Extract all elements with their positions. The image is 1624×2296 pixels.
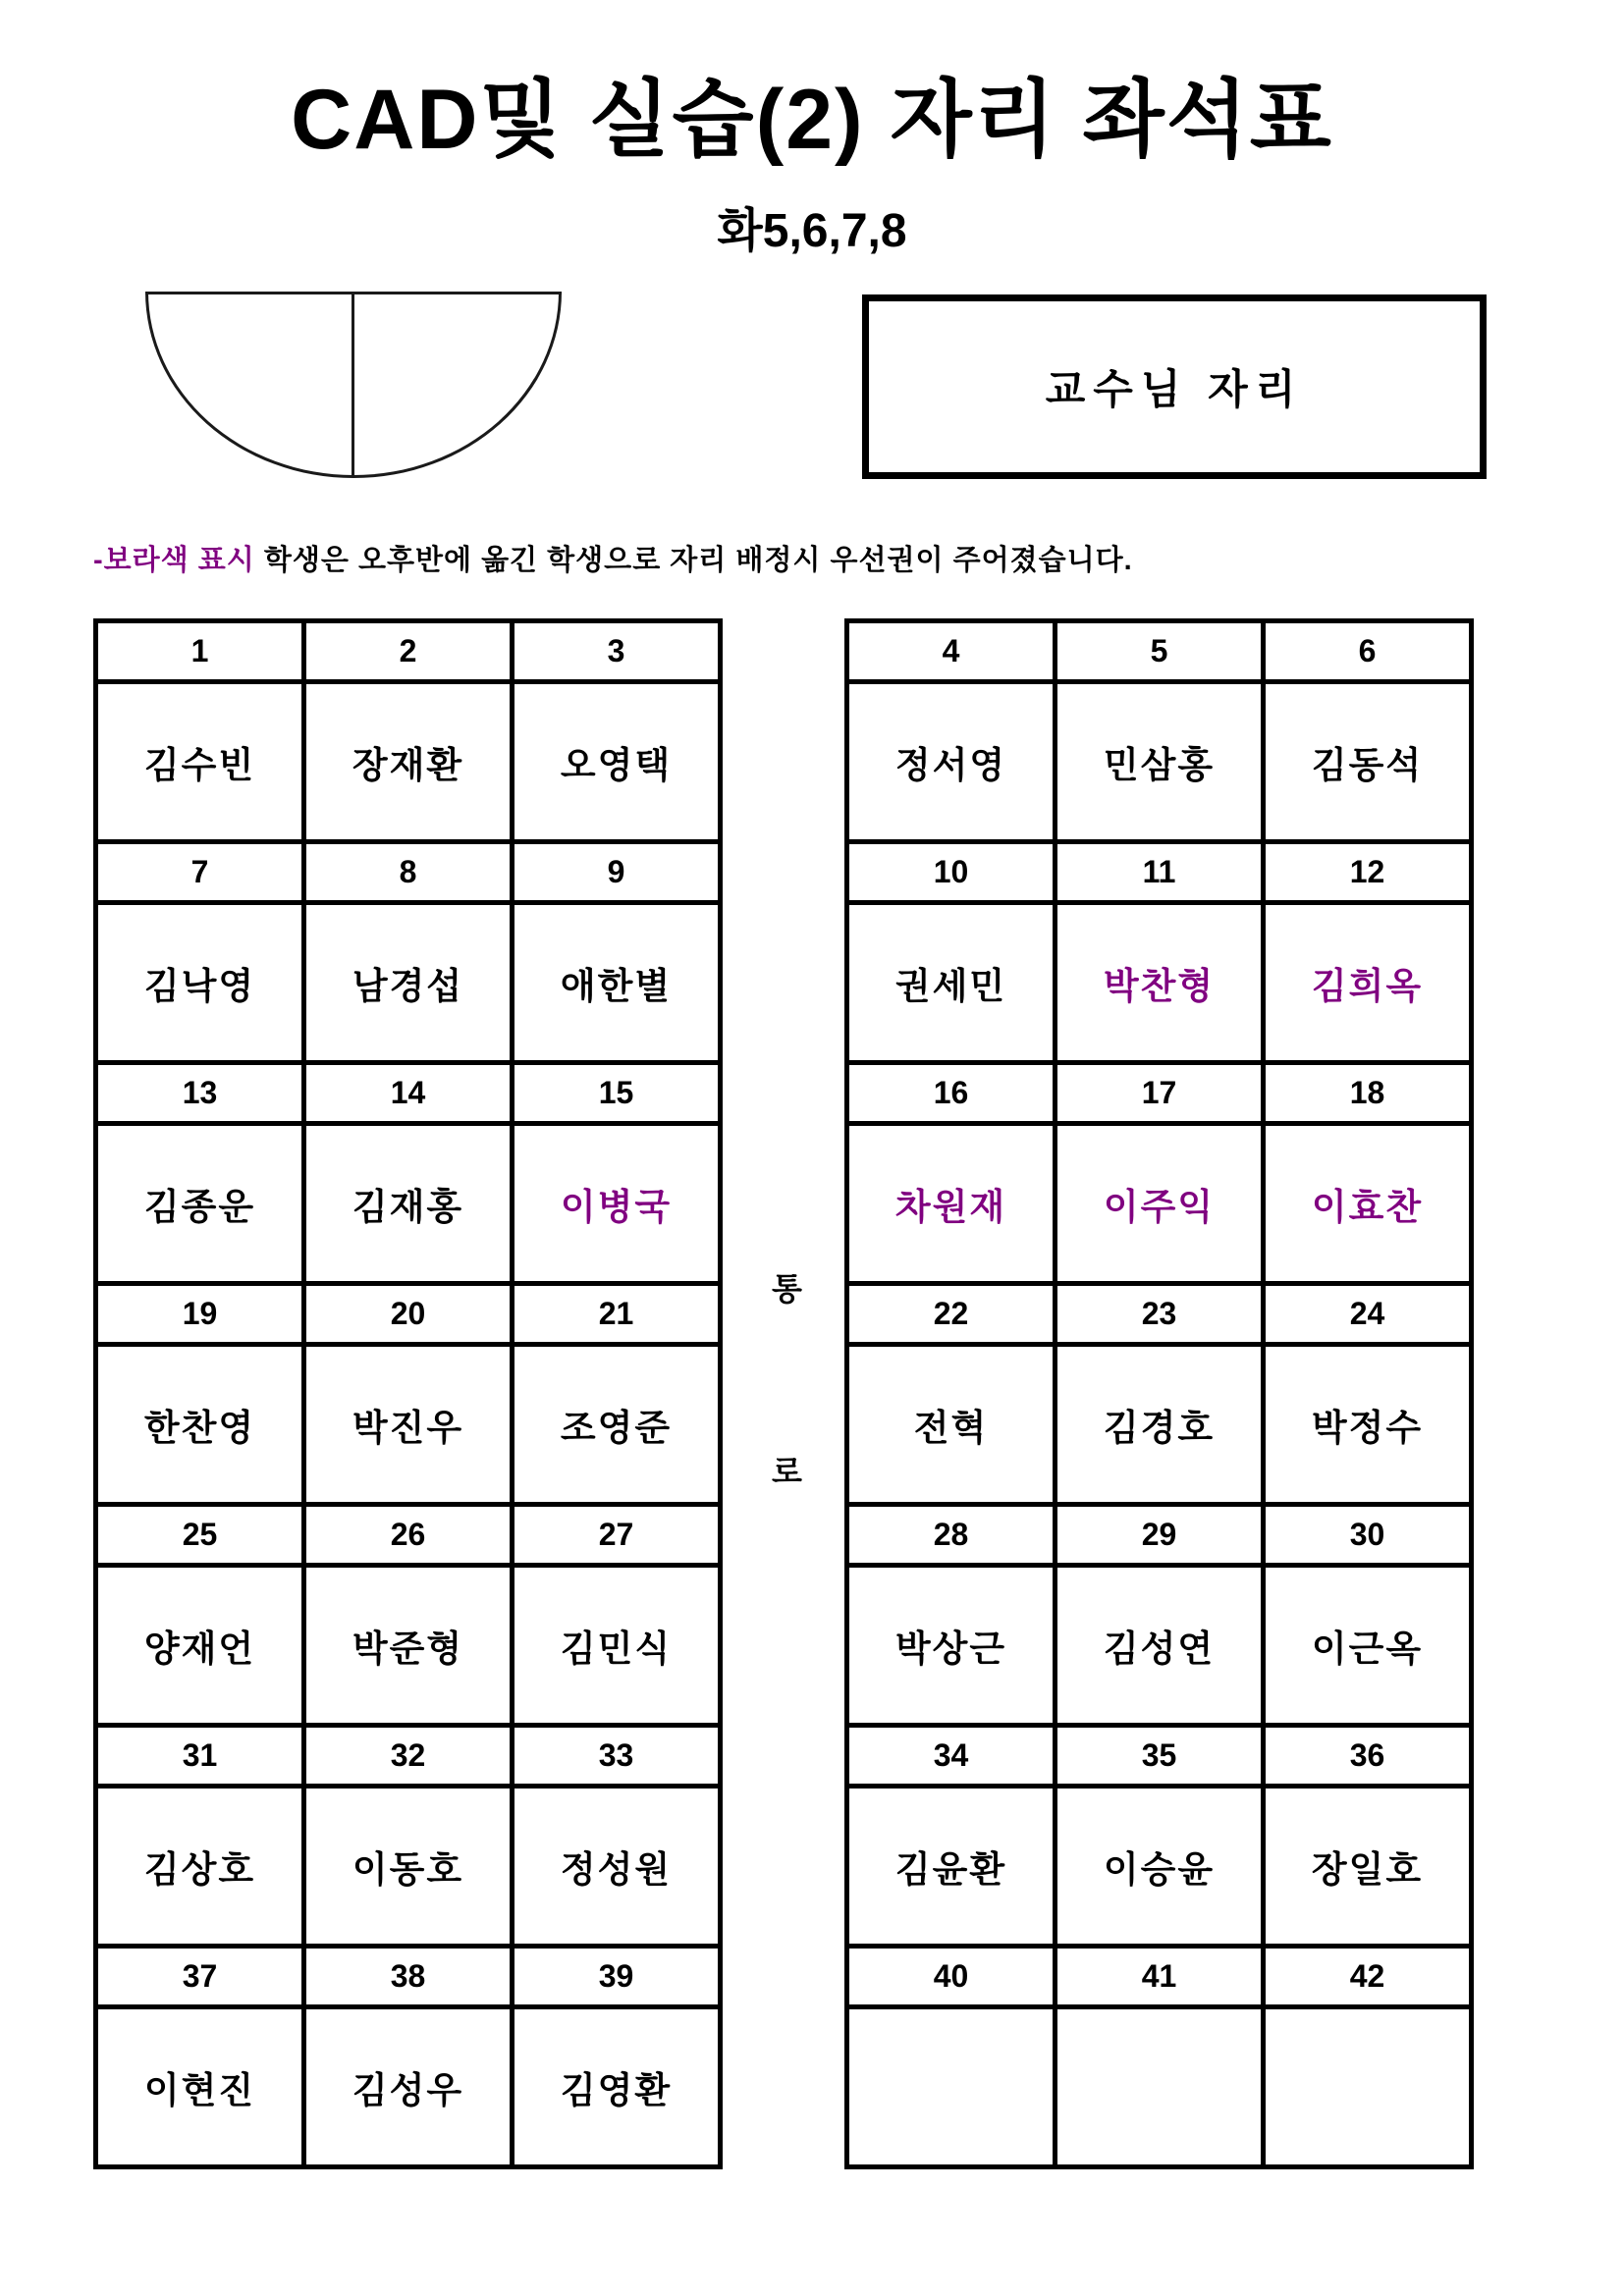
seat-number-17: 17	[1056, 1063, 1264, 1124]
seat-name-row	[847, 682, 1472, 842]
seat-number-28: 28	[847, 1505, 1056, 1566]
seat-number-26: 26	[304, 1505, 513, 1566]
seat-name-3: 오영택	[513, 682, 721, 842]
seat-number-25: 25	[96, 1505, 304, 1566]
right-seat-grid	[844, 618, 1474, 2169]
seat-name-16: 차원재	[847, 1124, 1056, 1284]
aisle-label-top: 통	[772, 1271, 802, 1307]
seat-number-37: 37	[96, 1947, 304, 2007]
seat-number-row	[847, 1284, 1472, 1345]
seat-number-32: 32	[304, 1726, 513, 1787]
seat-number-row	[847, 1947, 1472, 2007]
left-seat-grid	[93, 618, 723, 2169]
seat-number-18: 18	[1264, 1063, 1472, 1124]
seat-name-row	[96, 2007, 721, 2167]
seat-name-40	[847, 2007, 1056, 2167]
seat-number-row	[96, 1726, 721, 1787]
seat-name-15: 이병국	[513, 1124, 721, 1284]
seat-name-row	[96, 1787, 721, 1947]
aisle-label-bottom: 로	[772, 1454, 802, 1489]
seat-name-39: 김영환	[513, 2007, 721, 2167]
seat-number-row	[96, 1284, 721, 1345]
seat-name-22: 전혁	[847, 1345, 1056, 1505]
seat-number-35: 35	[1056, 1726, 1264, 1787]
seat-number-29: 29	[1056, 1505, 1264, 1566]
seat-name-row	[847, 1787, 1472, 1947]
priority-note	[93, 538, 1133, 578]
seat-number-row	[847, 842, 1472, 903]
seat-number-row	[847, 1505, 1472, 1566]
seat-number-10: 10	[847, 842, 1056, 903]
seat-number-row	[847, 1726, 1472, 1787]
professor-seat-label: 교수님 자리	[1045, 366, 1304, 412]
seat-number-27: 27	[513, 1505, 721, 1566]
seat-number-23: 23	[1056, 1284, 1264, 1345]
seat-number-30: 30	[1264, 1505, 1472, 1566]
seat-name-2: 장재환	[304, 682, 513, 842]
seat-name-26: 박준형	[304, 1566, 513, 1726]
seat-name-31: 김상호	[96, 1787, 304, 1947]
seat-name-13: 김종운	[96, 1124, 304, 1284]
seat-name-35: 이승윤	[1056, 1787, 1264, 1947]
seat-number-20: 20	[304, 1284, 513, 1345]
seat-name-37: 이현진	[96, 2007, 304, 2167]
seat-name-6: 김동석	[1264, 682, 1472, 842]
seat-number-4: 4	[847, 621, 1056, 682]
seat-number-19: 19	[96, 1284, 304, 1345]
seat-number-33: 33	[513, 1726, 721, 1787]
seat-number-39: 39	[513, 1947, 721, 2007]
seat-name-row	[847, 1566, 1472, 1726]
seat-name-32: 이동호	[304, 1787, 513, 1947]
professor-seat-box	[862, 294, 1487, 479]
seat-number-row	[96, 1505, 721, 1566]
seat-name-36: 장일호	[1264, 1787, 1472, 1947]
seat-number-8: 8	[304, 842, 513, 903]
seat-number-34: 34	[847, 1726, 1056, 1787]
seat-name-7: 김낙영	[96, 903, 304, 1063]
seat-name-41	[1056, 2007, 1264, 2167]
seat-name-24: 박정수	[1264, 1345, 1472, 1505]
seat-name-5: 민삼홍	[1056, 682, 1264, 842]
seat-number-row	[847, 1063, 1472, 1124]
priority-note-text: 학생은 오후반에 옮긴 학생으로 자리 배정시 우선권이 주어졌습니다.	[254, 545, 1133, 576]
seat-number-12: 12	[1264, 842, 1472, 903]
seat-name-14: 김재홍	[304, 1124, 513, 1284]
seat-name-20: 박진우	[304, 1345, 513, 1505]
seat-name-4: 정서영	[847, 682, 1056, 842]
seat-number-row	[96, 1947, 721, 2007]
seat-name-row	[847, 1345, 1472, 1505]
seat-number-38: 38	[304, 1947, 513, 2007]
seat-number-1: 1	[96, 621, 304, 682]
seat-name-10: 권세민	[847, 903, 1056, 1063]
seat-name-19: 한찬영	[96, 1345, 304, 1505]
seat-number-16: 16	[847, 1063, 1056, 1124]
seat-name-33: 정성원	[513, 1787, 721, 1947]
seat-name-28: 박상근	[847, 1566, 1056, 1726]
seat-number-24: 24	[1264, 1284, 1472, 1345]
seat-name-34: 김윤환	[847, 1787, 1056, 1947]
seat-number-5: 5	[1056, 621, 1264, 682]
seat-name-row	[96, 1345, 721, 1505]
seat-name-row	[96, 682, 721, 842]
seat-name-row	[96, 1566, 721, 1726]
seat-number-6: 6	[1264, 621, 1472, 682]
seat-number-row	[96, 621, 721, 682]
seat-name-18: 이효찬	[1264, 1124, 1472, 1284]
seat-number-15: 15	[513, 1063, 721, 1124]
seat-number-row	[96, 842, 721, 903]
seat-number-row	[847, 621, 1472, 682]
seat-name-17: 이주익	[1056, 1124, 1264, 1284]
seat-name-row	[96, 1124, 721, 1284]
seat-number-13: 13	[96, 1063, 304, 1124]
seat-name-1: 김수빈	[96, 682, 304, 842]
seat-name-row	[847, 1124, 1472, 1284]
seat-number-3: 3	[513, 621, 721, 682]
seat-number-22: 22	[847, 1284, 1056, 1345]
seat-number-21: 21	[513, 1284, 721, 1345]
podium-divider-line	[352, 294, 354, 475]
page-title: CAD및 실습(2) 자리 좌석표	[291, 73, 1333, 167]
seat-name-9: 애한별	[513, 903, 721, 1063]
seat-name-27: 김민식	[513, 1566, 721, 1726]
seat-number-14: 14	[304, 1063, 513, 1124]
seat-name-12: 김희옥	[1264, 903, 1472, 1063]
seat-name-42	[1264, 2007, 1472, 2167]
seat-number-41: 41	[1056, 1947, 1264, 2007]
page-subtitle: 화5,6,7,8	[717, 205, 907, 257]
seat-name-23: 김경호	[1056, 1345, 1264, 1505]
seat-name-25: 양재언	[96, 1566, 304, 1726]
seat-number-31: 31	[96, 1726, 304, 1787]
seat-name-row	[847, 2007, 1472, 2167]
seat-name-21: 조영준	[513, 1345, 721, 1505]
seat-name-8: 남경섭	[304, 903, 513, 1063]
podium-shape	[145, 292, 562, 478]
seat-number-11: 11	[1056, 842, 1264, 903]
seat-name-29: 김성연	[1056, 1566, 1264, 1726]
seat-name-row	[96, 903, 721, 1063]
seat-name-38: 김성우	[304, 2007, 513, 2167]
seat-number-row	[96, 1063, 721, 1124]
priority-note-highlight: -보라색 표시	[93, 545, 255, 576]
seat-name-row	[847, 903, 1472, 1063]
seat-number-9: 9	[513, 842, 721, 903]
seat-number-2: 2	[304, 621, 513, 682]
seat-name-11: 박찬형	[1056, 903, 1264, 1063]
seat-number-36: 36	[1264, 1726, 1472, 1787]
seat-number-42: 42	[1264, 1947, 1472, 2007]
seat-number-7: 7	[96, 842, 304, 903]
seat-name-30: 이근옥	[1264, 1566, 1472, 1726]
seat-number-40: 40	[847, 1947, 1056, 2007]
